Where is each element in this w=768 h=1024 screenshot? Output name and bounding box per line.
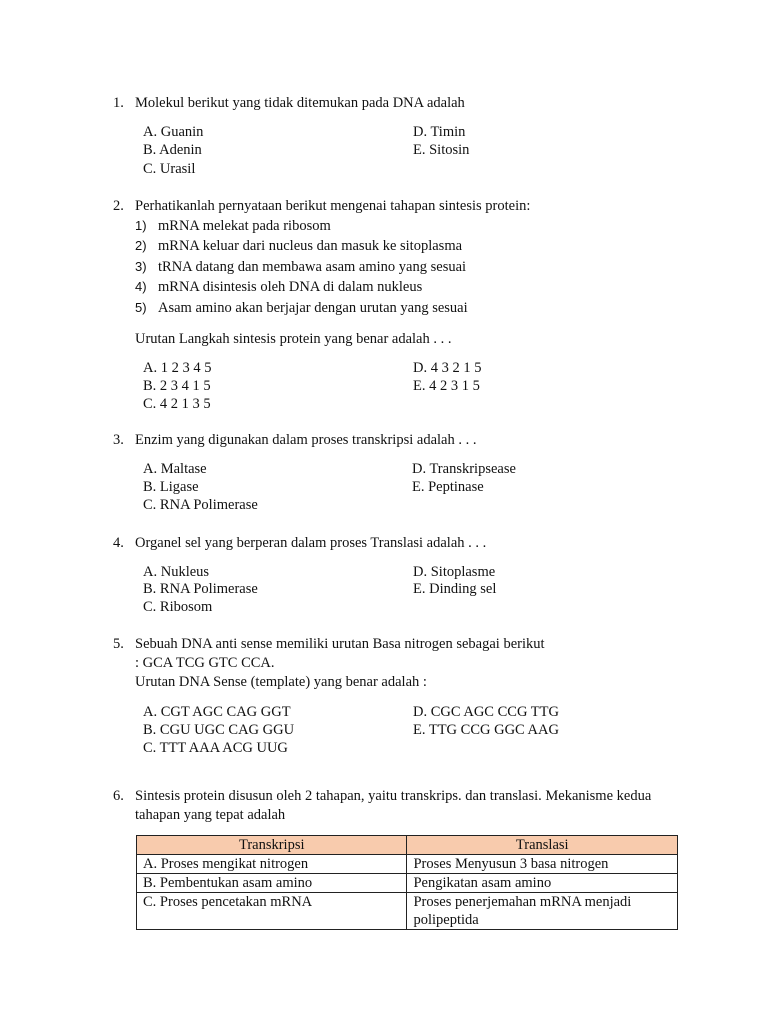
- option-b: B. RNA Polimerase: [143, 581, 258, 597]
- table-cell: Pengikatan asam amino: [407, 874, 678, 893]
- question-number: 3.: [113, 432, 124, 448]
- table-cell: Proses Menyusun 3 basa nitrogen: [407, 855, 678, 874]
- list-item-text: tRNA datang dan membawa asam amino yang sesuai: [158, 259, 467, 275]
- option-a: A. Nukleus: [143, 564, 210, 580]
- question-text-continued: : GCA TCG GTC CCA.: [135, 655, 275, 671]
- question-number: 1.: [113, 95, 124, 111]
- question-prompt: Urutan DNA Sense (template) yang benar adalah :: [135, 674, 427, 690]
- list-item-number: 1): [135, 218, 147, 233]
- option-c: C. Ribosom: [143, 599, 213, 615]
- option-e: E. Peptinase: [412, 479, 484, 495]
- option-c: C. TTT AAA ACG UUG: [143, 740, 288, 756]
- option-e: E. Dinding sel: [413, 581, 497, 597]
- question-number: 5.: [113, 636, 124, 652]
- column-header-transkripsi: Transkripsi: [137, 836, 407, 855]
- column-header-translasi: Translasi: [407, 836, 678, 855]
- question-text: Organel sel yang berperan dalam proses Translasi adalah . . .: [135, 535, 487, 551]
- list-item: [135, 299, 468, 317]
- list-item: [135, 258, 466, 276]
- list-item-number: 4): [135, 279, 147, 294]
- table-cell: C. Proses pencetakan mRNA: [137, 893, 407, 930]
- option-b: B. CGU UGC CAG GGU: [143, 722, 295, 738]
- question-text: Molekul berikut yang tidak ditemukan pada DNA adalah: [135, 95, 465, 111]
- option-c: C. RNA Polimerase: [143, 497, 258, 513]
- list-item-text: mRNA disintesis oleh DNA di dalam nukleus: [158, 279, 423, 295]
- question-number: 6.: [113, 788, 124, 804]
- table-row: [137, 893, 678, 930]
- list-item-text: mRNA melekat pada ribosom: [158, 218, 331, 234]
- table-cell: A. Proses mengikat nitrogen: [137, 855, 407, 874]
- list-item-number: 5): [135, 300, 147, 315]
- option-e: E. TTG CCG GGC AAG: [413, 722, 559, 738]
- option-e: E. 4 2 3 1 5: [413, 378, 480, 394]
- comparison-table: [136, 835, 678, 930]
- option-b: B. Adenin: [143, 142, 202, 158]
- table-cell: Proses penerjemahan mRNA menjadi polipeptida: [407, 893, 678, 930]
- table-cell: B. Pembentukan asam amino: [137, 874, 407, 893]
- list-item: [135, 237, 462, 255]
- list-item: [135, 278, 422, 296]
- option-c: C. 4 2 1 3 5: [143, 396, 211, 412]
- table-header-row: [137, 836, 678, 855]
- question-text: Sebuah DNA anti sense memiliki urutan Basa nitrogen sebagai berikut: [135, 636, 545, 652]
- option-d: D. 4 3 2 1 5: [413, 360, 482, 376]
- question-text: Enzim yang digunakan dalam proses transkripsi adalah . . .: [135, 432, 477, 448]
- table-row: [137, 855, 678, 874]
- list-item-text: mRNA keluar dari nucleus dan masuk ke sitoplasma: [158, 238, 463, 254]
- list-item-number: 2): [135, 238, 147, 253]
- option-b: B. 2 3 4 1 5: [143, 378, 211, 394]
- list-item-text: Asam amino akan berjajar dengan urutan yang sesuai: [158, 300, 468, 316]
- option-a: A. Maltase: [143, 461, 207, 477]
- option-d: D. Transkripsease: [412, 461, 516, 477]
- option-a: A. 1 2 3 4 5: [143, 360, 212, 376]
- option-a: A. CGT AGC CAG GGT: [143, 704, 291, 720]
- list-item: [135, 217, 331, 235]
- option-e: E. Sitosin: [413, 142, 470, 158]
- table-row: [137, 874, 678, 893]
- option-a: A. Guanin: [143, 124, 204, 140]
- option-d: D. CGC AGC CCG TTG: [413, 704, 559, 720]
- option-b: B. Ligase: [143, 479, 199, 495]
- question-prompt: Urutan Langkah sintesis protein yang benar adalah . . .: [135, 331, 452, 347]
- option-d: D. Timin: [413, 124, 466, 140]
- option-d: D. Sitoplasme: [413, 564, 496, 580]
- option-c: C. Urasil: [143, 161, 196, 177]
- list-item-number: 3): [135, 259, 147, 274]
- question-text-continued: tahapan yang tepat adalah: [135, 807, 286, 823]
- question-text: Perhatikanlah pernyataan berikut mengenai tahapan sintesis protein:: [135, 198, 531, 214]
- question-number: 2.: [113, 198, 124, 214]
- question-number: 4.: [113, 535, 124, 551]
- question-text: Sintesis protein disusun oleh 2 tahapan, yaitu transkrips. dan translasi. Mekanisme kedua: [135, 788, 652, 804]
